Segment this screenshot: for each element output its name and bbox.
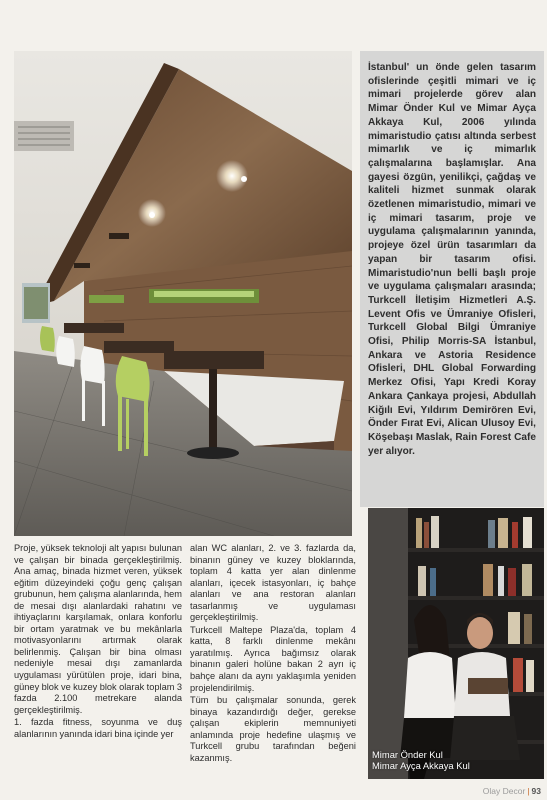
body-column-left: [14, 543, 182, 741]
portrait-caption: [372, 749, 542, 771]
body-paragraph: Proje, yüksek teknoloji alt yapısı bulunan ve çalışan bir binada gerçekleştirilmiş. Ana amaç, binada hizmet veren, yüksek eğitim düzeyindeki çoğu genç çalışan grubunun, hem çalışma alanlarında, hem de mesai dışı alanlardaki rahatını ve ihtiyaçlarını karşılamak, onlara konforlu bir ortam yaratmak ve bu mekânlarla motivasyonlarını artırmak olarak belirlenmiş. Çalışan bir bina olması nedeniyle mesai dışı zamanlarda uygulaması yürütülen proje, idari bina, güney blok ve kuzey blok olarak toplam 3 fazda 2.100 metrekare alanda gerçekleştirilmiş.: [14, 543, 182, 715]
footer-separator: |: [527, 786, 530, 796]
body-paragraph: alan WC alanları, 2. ve 3. fazlarda da, binanın güney ve kuzey bloklarında, toplam 4 katta yer alan dinlenme alanları, içecek istasyonları, iç bahçe alanları ve ana restoran alanları tasarlanmış ve uygulaması gerçekleştirilmiş.: [190, 543, 356, 623]
body-paragraph: Tüm bu çalışmalar sonunda, gerek binaya kazandırdığı değer, gerekse çalışan ekiplerin memnuniyeti anlamında proje hedefine ulaşmış ve Turkcell grubu tarafından beğeni kazanmış.: [190, 695, 356, 763]
page-number: 93: [531, 786, 541, 796]
body-paragraph: 1. fazda fitness, soyunma ve duş alanlarının yanında idari bina içinde yer: [14, 717, 182, 739]
magazine-brand: Olay Decor: [482, 786, 526, 796]
architect-bio-box: [360, 51, 544, 507]
restaurant-interior-photo: [14, 51, 352, 536]
body-column-middle: [190, 543, 356, 765]
architect-bio-text: İstanbul' un önde gelen tasarım ofislerinde çeşitli mimari ve iç mimari projelerde görev alan Mimar Önder Kul ve Mimar Ayça Akkaya Kul, 2006 yılında mimaristudio çatısı altında serbest mimarlık ve iç mimarlık çalışmalarına başlamışlar. Ana gayesi özgün, yenilikçi, çağdaş ve kaliteli hizmet sunmak olarak özetlenen mimaristudio, mimari ve iç mimari tasarım, proje ve uygulama çalışmalarının yanında, projeye özel ürün tasarımları da yapan bir tasarım ofisi. Mimaristudio'nun belli başlı proje ve uygulama çalışmaları arasında; Turkcell İletişim Hizmetleri A.Ş. Levent Ofis ve Ümraniye Ofisleri, Turkcell Global Bilgi Ümraniye Ofisi, Philip Morris-SA İstanbul, Ankara ve Astoria Residence Ofisleri, DHL Global Forwarding Merkez Ofisi, Yapı Kredi Koray Ankara Çankaya projesi, Abdullah Kiğılı Evi, Yıldırım Demirören Evi, Önder Fırat Evi, Alican Ulusoy Evi, Köşebaşı Maslak, Rain Forest Cafe yer alıyor.: [368, 62, 536, 457]
caption-line-1: Mimar Önder Kul: [372, 749, 443, 760]
body-paragraph: Turkcell Maltepe Plaza'da, toplam 4 katta, 8 farklı dinlenme mekânı yaratılmış. Ayrıca bağımsız olarak binanın galeri holüne bakan 2 ayrı iç bahçe alanı da aynı yaklaşımla yeniden projelendirilmiş.: [190, 624, 356, 693]
page-footer: [483, 786, 541, 796]
caption-line-2: Mimar Ayça Akkaya Kul: [372, 760, 470, 771]
architects-portrait-photo: [368, 508, 544, 779]
